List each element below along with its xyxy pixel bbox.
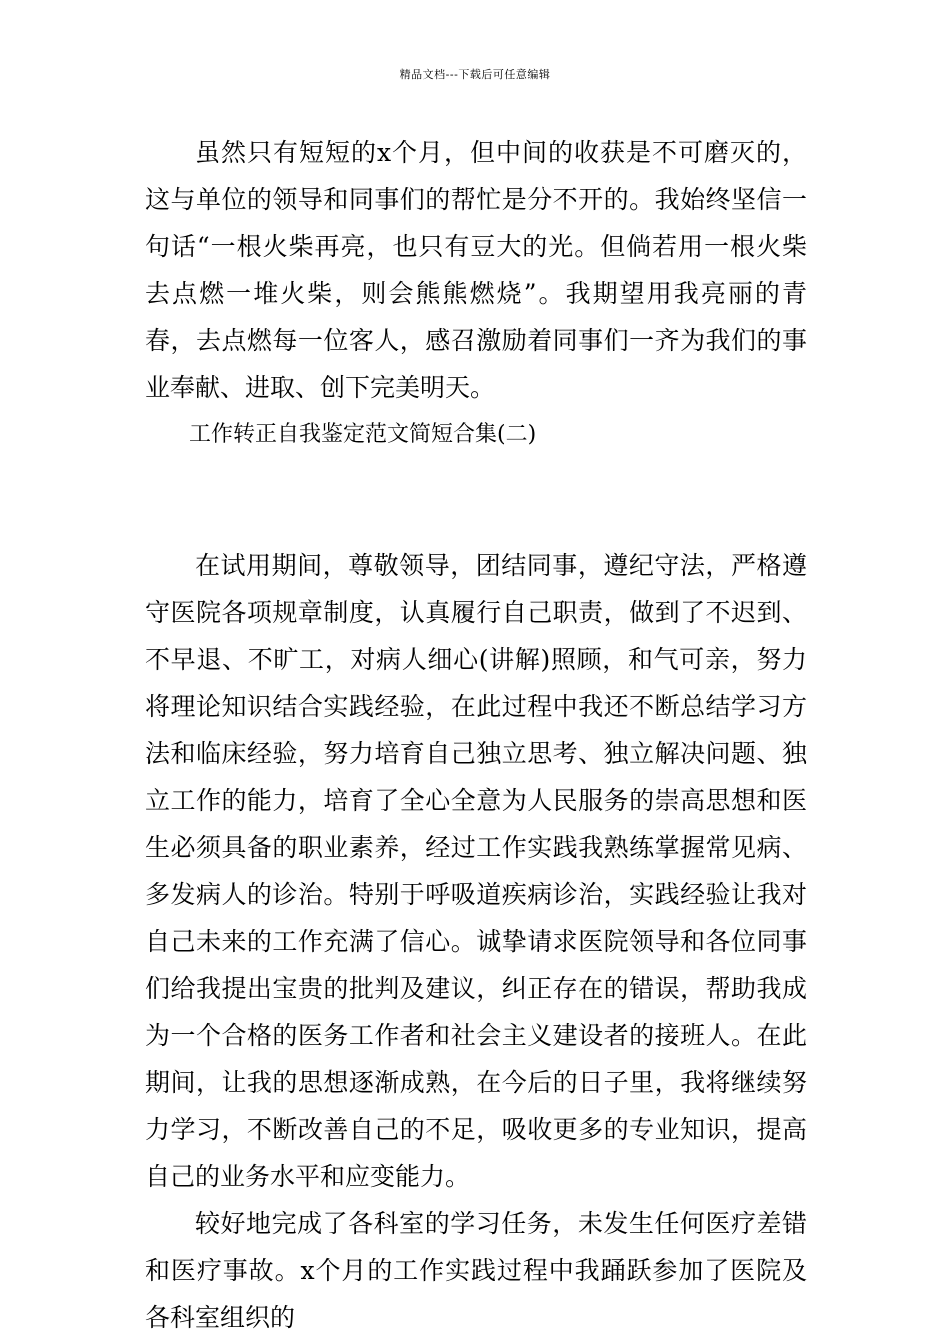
document-body bbox=[145, 129, 807, 1341]
page-header: 精品文档---下载后可任意编辑 bbox=[399, 68, 551, 81]
blank-line bbox=[145, 458, 807, 542]
paragraph-2: 在试用期间，尊敬领导，团结同事，遵纪守法，严格遵守医院各项规章制度，认真履行自己职责，做到了不迟到、不早退、不旷工，对病人细心(讲解)照顾，和气可亲，努力将理论知识结合实践经验，在此过程中我还不断总结学习方法和临床经验，努力培育自己独立思考、独立解决问题、独立工作的能力，培育了全心全意为人民服务的崇高思想和医生必须具备的职业素养，经过工作实践我熟练掌握常见病、多发病人的诊治。特别于呼吸道疾病诊治，实践经验让我对自己未来的工作充满了信心。诚挚请求医院领导和各位同事们给我提出宝贵的批判及建议，纠正存在的错误，帮助我成为一个合格的医务工作者和社会主义建设者的接班人。在此期间，让我的思想逐渐成熟，在今后的日子里，我将继续努力学习，不断改善自己的不足，吸收更多的专业知识，提高自己的业务水平和应变能力。 bbox=[145, 551, 807, 1191]
section-heading: 工作转正自我鉴定范文简短合集(二) bbox=[189, 422, 537, 447]
paragraph-3: 较好地完成了各科室的学习任务，未发生任何医疗差错和医疗事故。x个月的工作实践过程中我踊跃参加了医院及各科室组织的 bbox=[145, 1209, 807, 1332]
paragraph-1: 虽然只有短短的x个月，但中间的收获是不可磨灭的，这与单位的领导和同事们的帮忙是分不开的。我始终坚信一句话“一根火柴再亮，也只有豆大的光。但倘若用一根火柴去点燃一堆火柴，则会熊熊燃烧”。我期望用我亮丽的青春，去点燃每一位客人，感召激励着同事们一齐为我们的事业奉献、进取、创下完美明天。 bbox=[145, 138, 807, 402]
